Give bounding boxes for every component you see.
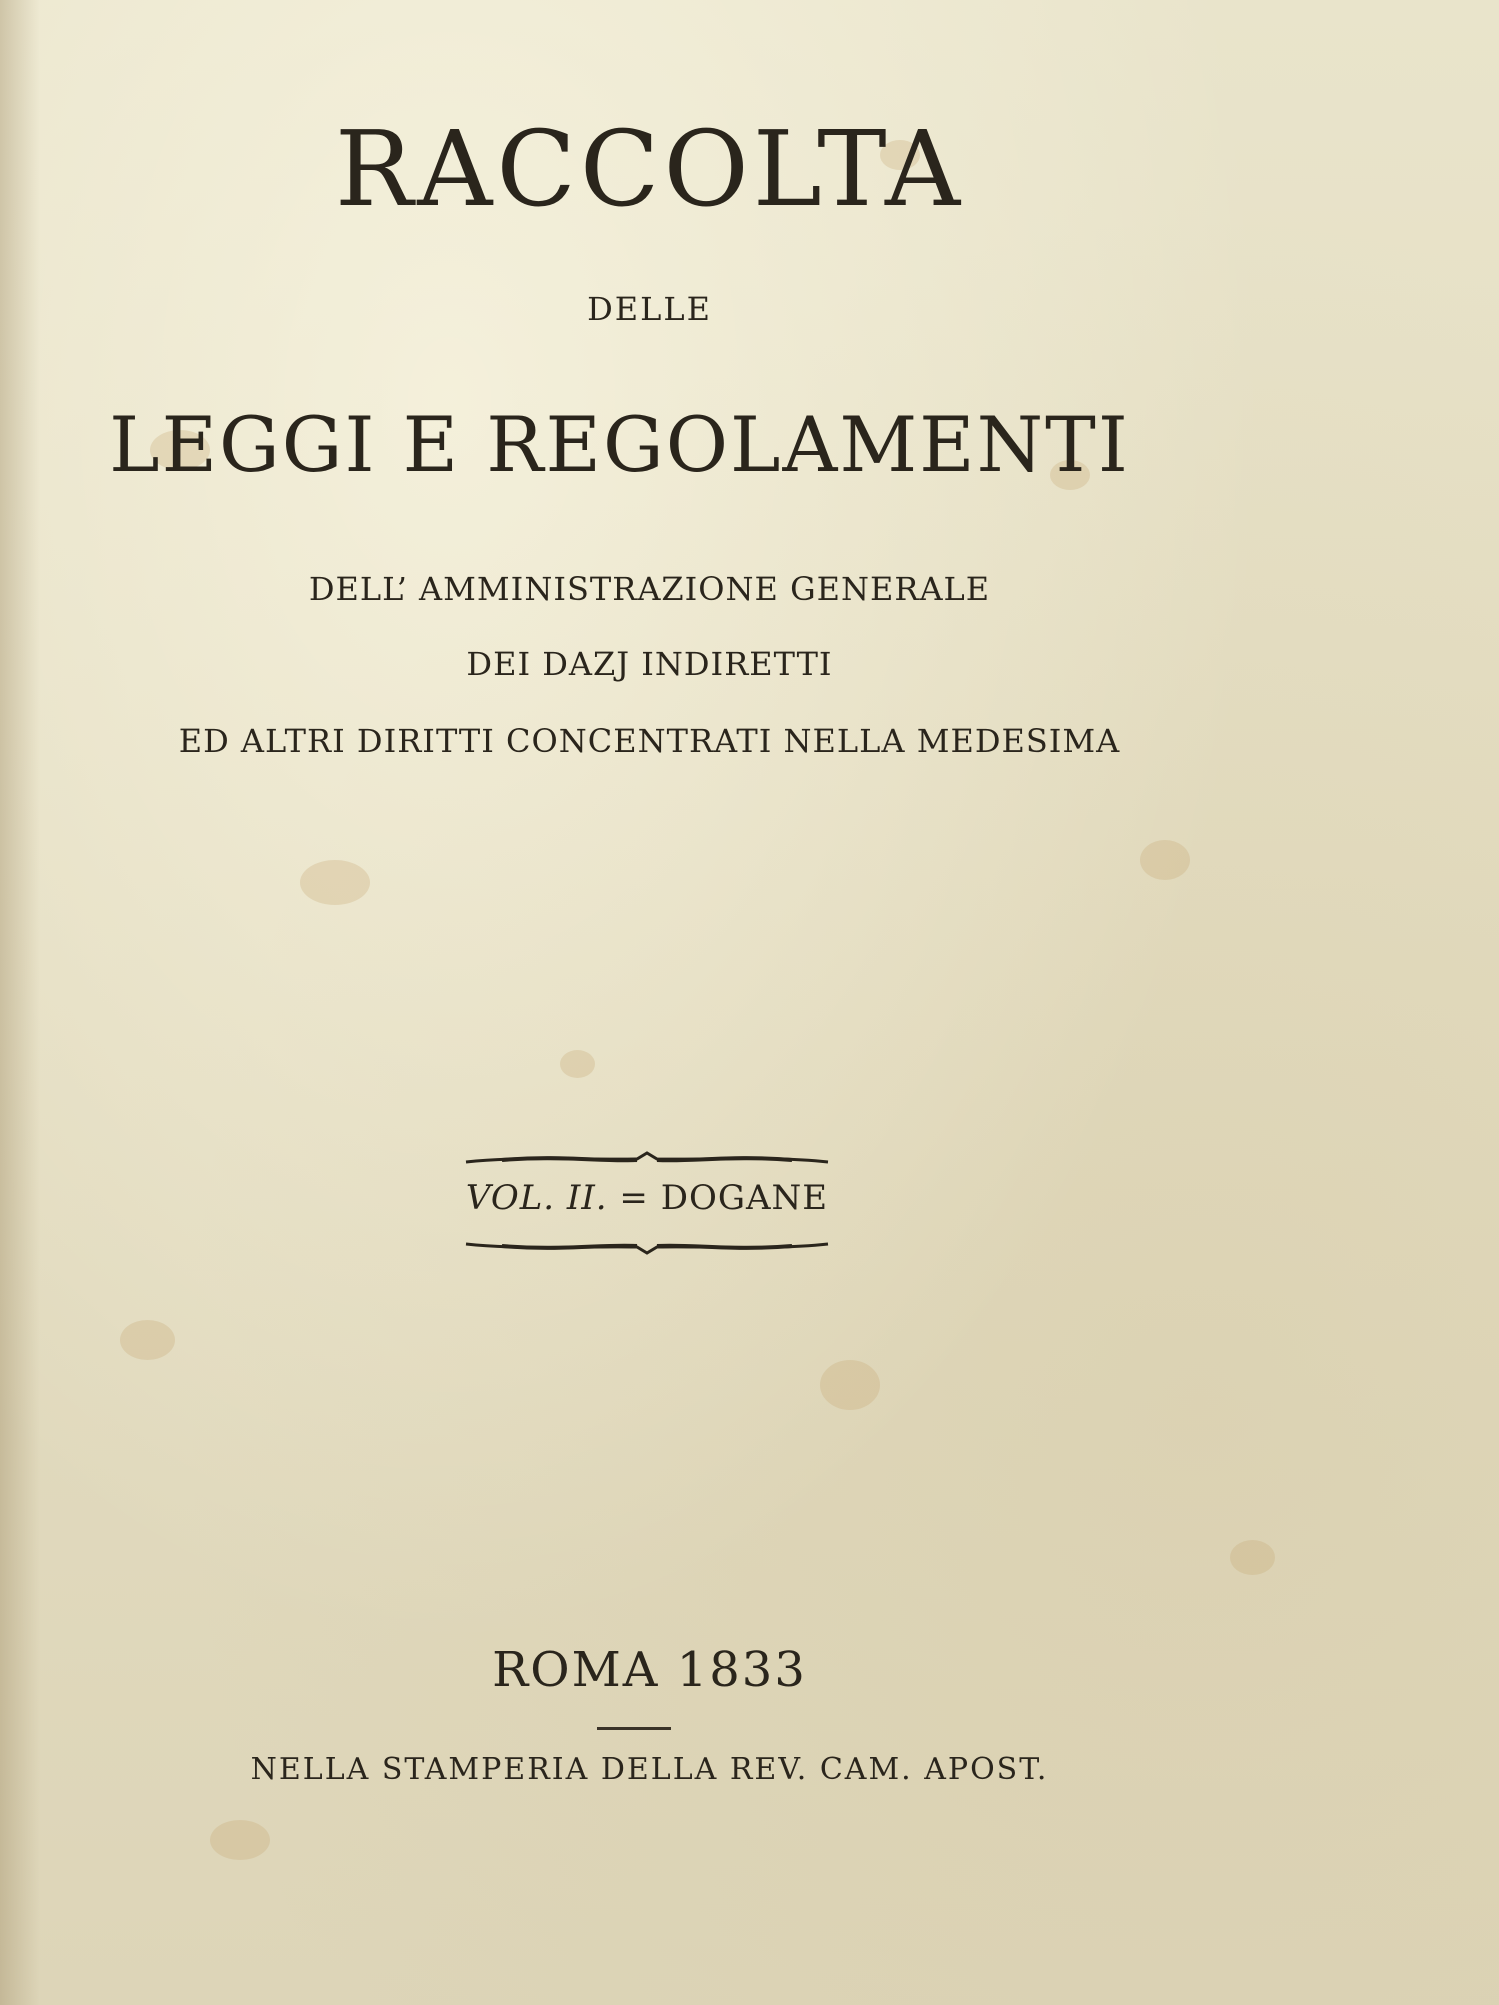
volume-label bbox=[462, 1178, 832, 1218]
ornamental-rule-bottom bbox=[462, 1236, 832, 1256]
volume-block bbox=[462, 1150, 832, 1260]
foxing-spot bbox=[1230, 1540, 1275, 1575]
ornamental-rule-top bbox=[462, 1150, 832, 1170]
foxing-spot bbox=[120, 1320, 175, 1360]
volume-subject: DOGANE bbox=[660, 1178, 829, 1218]
volume-number: VOL. II. bbox=[465, 1178, 608, 1218]
book-title: RACCOLTA bbox=[334, 108, 965, 230]
foxing-spot bbox=[560, 1050, 595, 1078]
foxing-spot bbox=[210, 1820, 270, 1860]
foxing-spot bbox=[820, 1360, 880, 1410]
foxing-spot bbox=[300, 860, 370, 905]
imprint-divider bbox=[597, 1727, 671, 1730]
foxing-spot bbox=[1140, 840, 1190, 880]
book-main-subject: LEGGI E REGOLAMENTI bbox=[109, 400, 1130, 489]
imprint-place-year: ROMA 1833 bbox=[492, 1642, 807, 1698]
volume-separator: = bbox=[619, 1178, 649, 1218]
subtitle-line-1: DELL’ AMMINISTRAZIONE GENERALE bbox=[308, 570, 991, 608]
subtitle-line-2: DEI DAZJ INDIRETTI bbox=[466, 645, 833, 683]
imprint-printer: NELLA STAMPERIA DELLA REV. CAM. APOST. bbox=[250, 1752, 1049, 1787]
subtitle-line-3: ED ALTRI DIRITTI CONCENTRATI NELLA MEDESIMA bbox=[178, 722, 1121, 760]
title-connector: DELLE bbox=[587, 290, 712, 328]
